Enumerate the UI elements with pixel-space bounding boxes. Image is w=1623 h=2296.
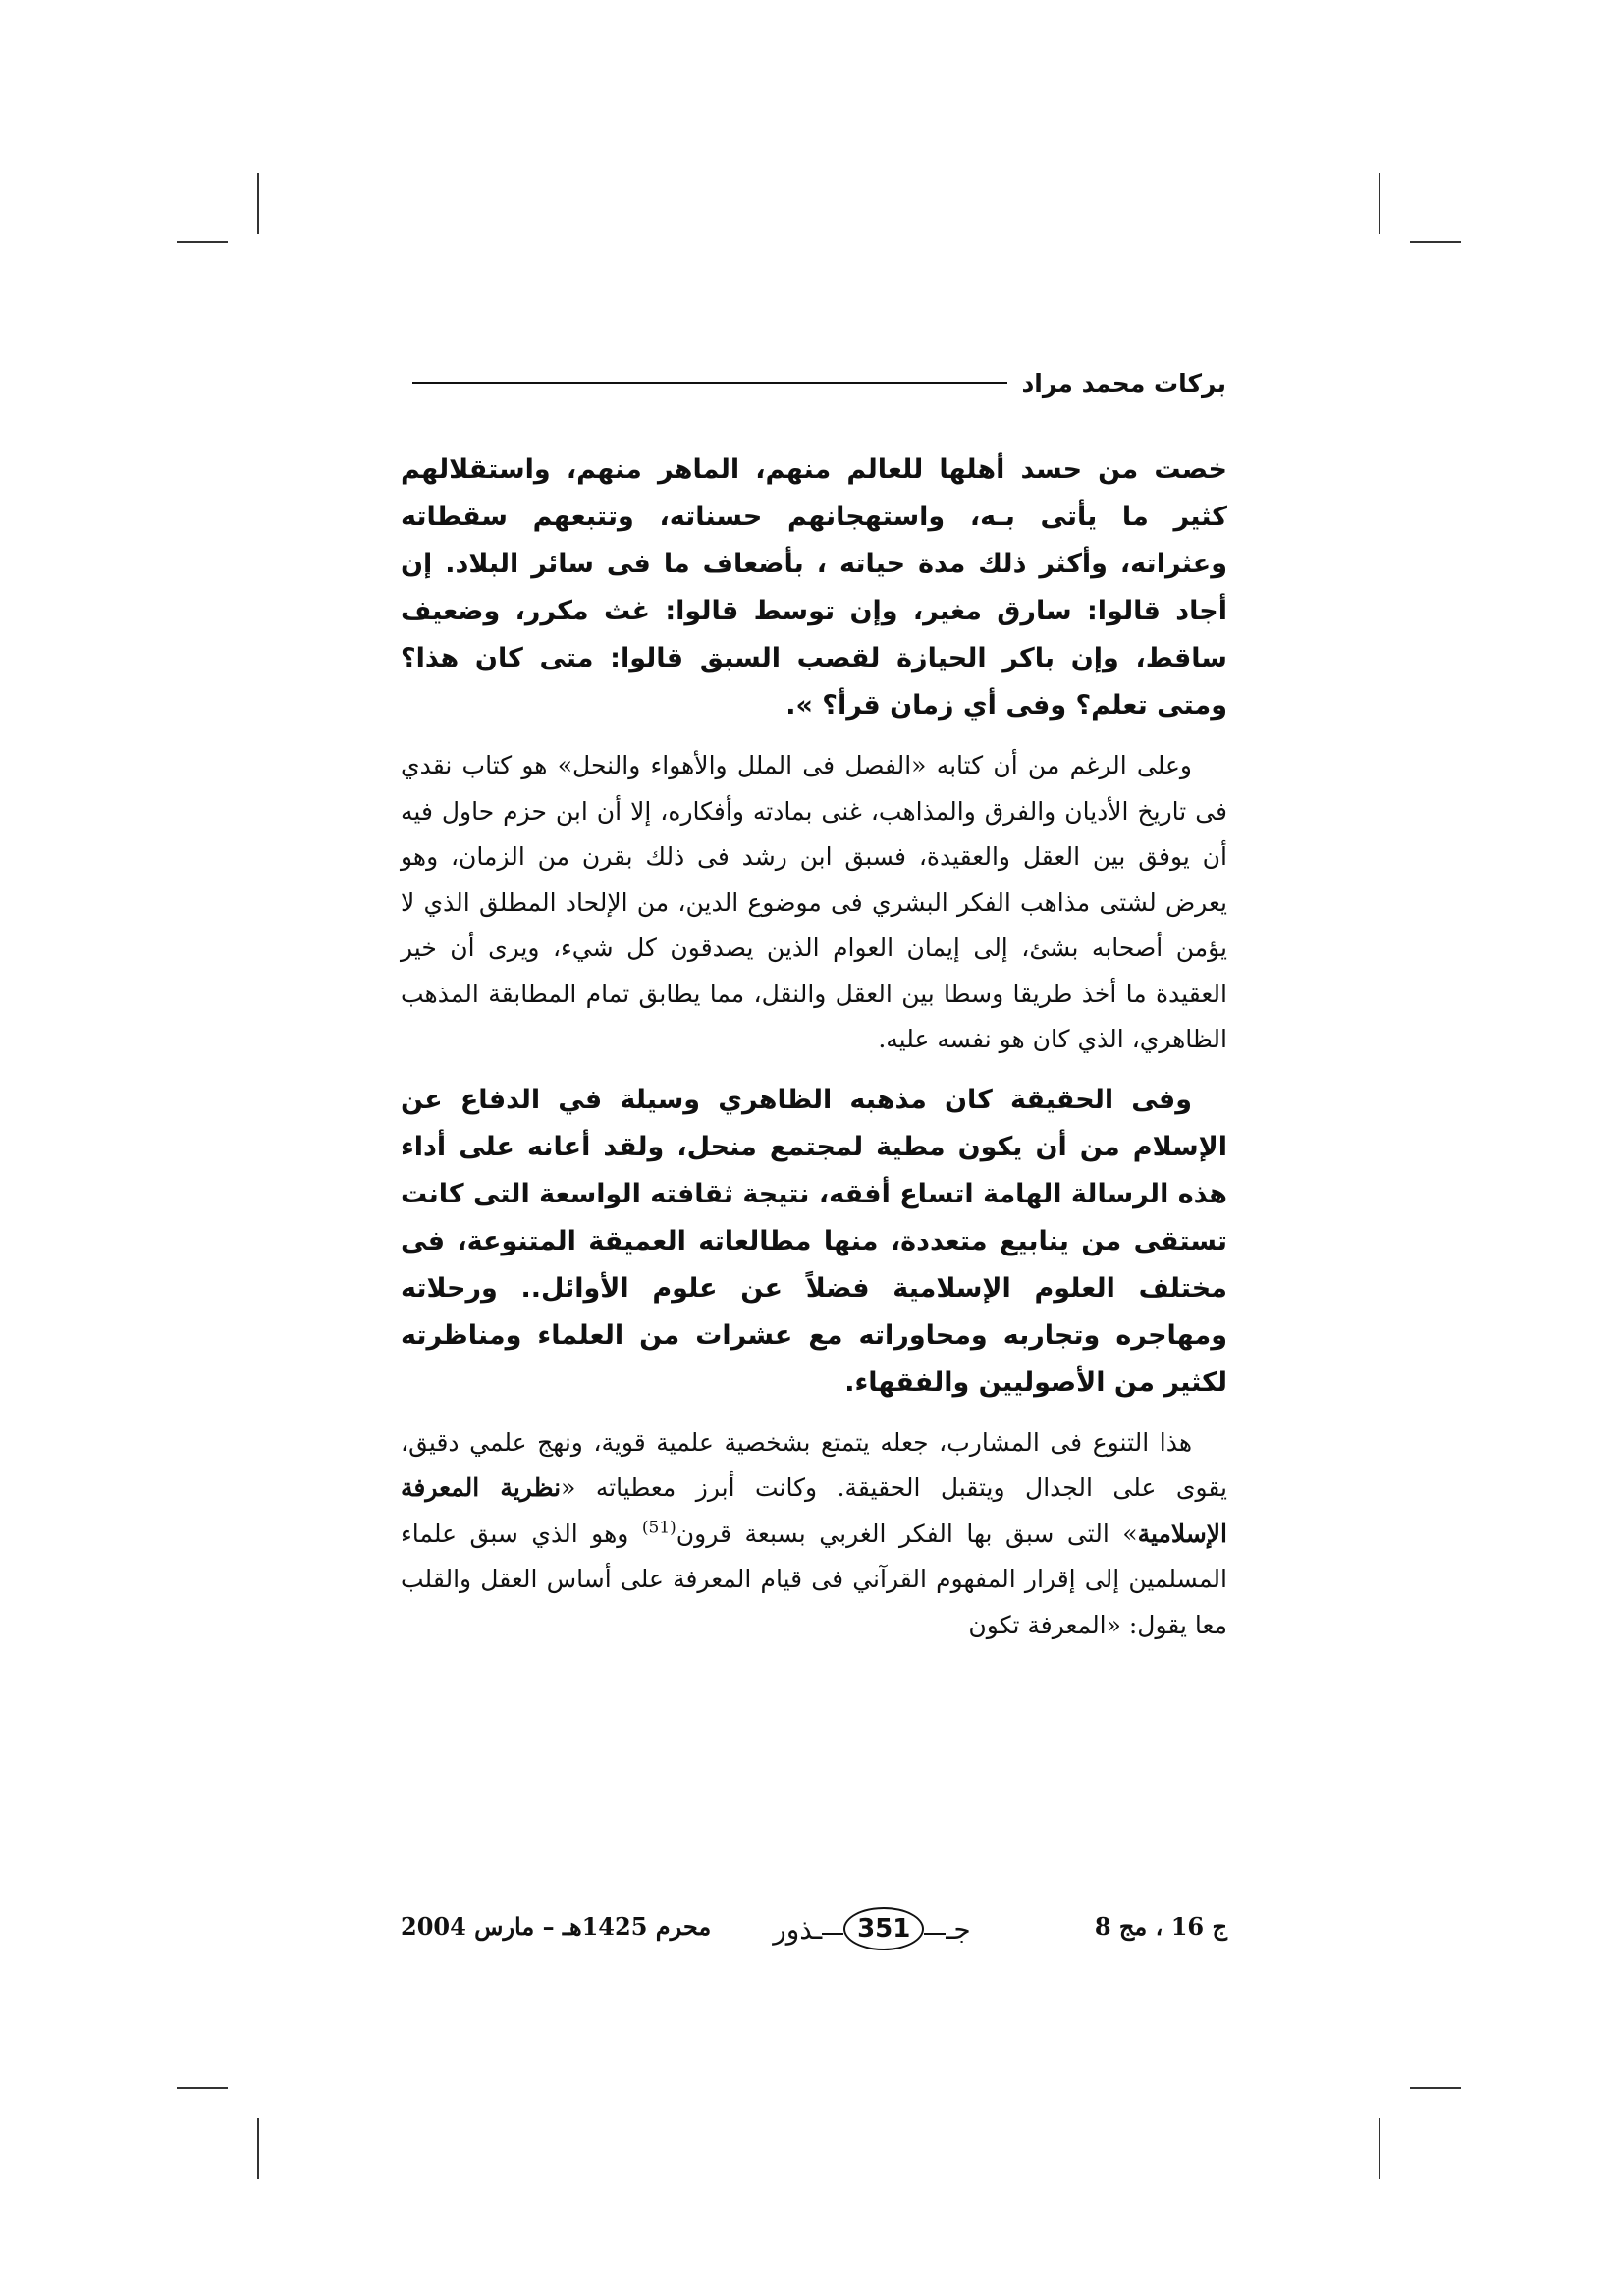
crop-mark-top-left-horizontal [177,241,228,243]
paragraph-4-end: وهو الذي سبق علماء المسلمين إلى إقرار المفهوم القرآني فى قيام المعرفة على أساس العقل والقلب معا يقول: «المعرفة تكون [401,1519,1227,1639]
journal-connector-line [822,1933,843,1935]
paragraph-1: خصت من حسد أهلها للعالم منهم، الماهر منهم، واستقلالهم كثير ما يأتى بـه، واستهجانهم حسناته، وتتبعهم سقطاته وعثراته، وأكثر ذلك مدة حياته ، بأضعاف ما فى سائر البلاد. إن أجاد قالوا: سارق مغير، وإن توسط قالوا: غث مكرر، وضعيف ساقط، وإن باكر الحيازة لقصب السبق قالوا: متى كان هذا؟ ومتى تعلم؟ وفى أي زمان قرأ؟ ». [401,454,1227,721]
page-number: 351 [843,1907,924,1950]
header-rule [412,382,1007,384]
page-body [401,447,1227,1662]
journal-name-part-1: جـ [946,1912,971,1946]
crop-mark-bottom-right-vertical [1379,2118,1380,2179]
header-author: بركات محمد مراد [1021,368,1226,398]
journal-name-part-2: ـذور [773,1912,823,1946]
paragraph-4-middle: » التى سبق بها الفكر الغربي بسبعة قرون [676,1519,1138,1548]
crop-mark-top-left-vertical [257,173,259,234]
crop-mark-bottom-left-vertical [257,2118,259,2179]
crop-mark-bottom-left-horizontal [177,2087,228,2089]
crop-mark-top-right-horizontal [1410,241,1461,243]
paragraph-2: وعلى الرغم من أن كتابه «الفصل فى الملل والأهواء والنحل» هو كتاب نقدي فى تاريخ الأديان والفرق والمذاهب، غنى بمادته وأفكاره، إلا أن ابن حزم حاول فيه أن يوفق بين العقل والعقيدة، فسبق ابن رشد فى ذلك بقرن من الزمان، وهو يعرض لشتى مذاهب الفكر البشري فى موضوع الدين، من الإلحاد المطلق الذي لا يؤمن أصحابه بشئ، إلى إيمان العوام الذين يصدقون كل شيء، ويرى أن خير العقيدة ما أخذ طريقا وسطا بين العقل والنقل، مما يطابق تمام المطابقة المذهب الظاهري، الذي كان هو نفسه عليه. [401,751,1227,1053]
running-header [412,363,1226,402]
emphasized-term: نظرية المعرفة الإسلامية [401,1473,1227,1548]
issue-volume: ج 16 ، مج 8 [1094,1912,1227,1941]
journal-connector-line [924,1933,946,1935]
journal-logo [764,1904,980,1953]
paragraph-4-start: هذا التنوع فى المشارب، جعله يتمتع بشخصية علمية قوية، ونهج علمي دقيق، يقوى على الجدال ويتقبل الحقيقة. وكانت أبرز معطياته « [401,1427,1227,1502]
crop-mark-bottom-right-horizontal [1410,2087,1461,2089]
issue-date: محرم 1425هـ – مارس 2004 [401,1912,712,1941]
paragraph-4 [401,1420,1227,1649]
crop-mark-top-right-vertical [1379,173,1380,234]
page-footer [401,1902,1227,1955]
paragraph-3: وفى الحقيقة كان مذهبه الظاهري وسيلة في الدفاع عن الإسلام من أن يكون مطية لمجتمع منحل، ولقد أعانه على أداء هذه الرسالة الهامة اتساع أفقه، نتيجة ثقافته الواسعة التى كانت تستقى من ينابيع متعددة، منها مطالعاته العميقة المتنوعة، فى مختلف العلوم الإسلامية فضلاً عن علوم الأوائل.. ورحلاته ومهاجره وتجاربه ومحاوراته مع عشرات من العلماء ومناظرته لكثير من الأصوليين والفقهاء. [401,1084,1227,1398]
footnote-reference[interactable]: (51) [641,1518,676,1538]
